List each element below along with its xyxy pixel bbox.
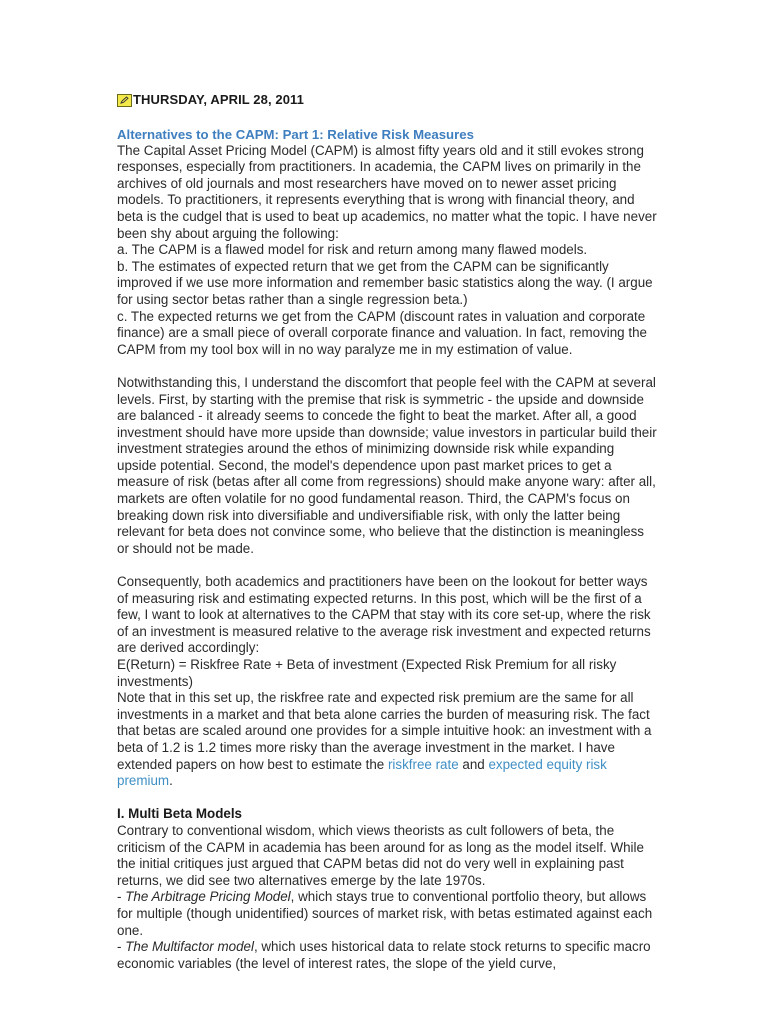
paragraph-consequently: Consequently, both academics and practitioners have been on the lookout for better ways of measuring risk and estimating expected returns. In this post, which will be the first of a few, I want to look at alternatives to the CAPM that stay with its core set-up, where the risk of an investment is measured relative to the average risk investment and expected returns are derived accordingly: [117, 574, 651, 656]
section-heading-multi-beta: I. Multi Beta Models [117, 806, 242, 822]
paragraph-intro: The Capital Asset Pricing Model (CAPM) is almost fifty years old and it still evokes strong responses, especially from practitioners. In academia, the CAPM lives on primarily in the archives of old journals and most researchers have moved on to newer asset pricing models. To practitioners, it represents everything that is wrong with financial theory, and beta is the cudgel that is used to beat up academics, no matter what the topic. I have never been shy about arguing the following: [117, 142, 657, 241]
bullet-multifactor [117, 939, 657, 972]
and-text: and [458, 756, 489, 772]
paragraph-discomfort: Notwithstanding this, I understand the discomfort that people feel with the CAPM at several levels. First, by starting with the premise that risk is symmetric - the upside and downside are balanced - it already seems to concede the fight to beat the market. After all, a good investment should have more upside than downside; value investors in particular build their investment strategies around the ethos of minimizing downside risk while expanding upside potential. Second, the model's dependence upon past market prices to get a measure of risk (betas after all come from regressions) should make anyone wary: after all, markets are often volatile for no good fundamental reason. Third, the CAPM's focus on breaking down risk into diversifiable and undiversifiable risk, with only the latter being relevant for beta does not convince some, who believe that the distinction is meaningless or should not be made. [117, 374, 657, 556]
bullet-apm [117, 889, 657, 939]
formula-line: E(Return) = Riskfree Rate + Beta of investment (Expected Risk Premium for all risky investments) [117, 657, 617, 689]
spacer [117, 790, 657, 807]
blog-post [117, 92, 657, 972]
bullet-dash: - [117, 939, 126, 955]
period-text: . [169, 773, 173, 789]
multifactor-text: , which uses historical data to relate stock returns to specific macro economic variables (the level of interest rates, the slope of the yield curve, [117, 939, 651, 971]
apm-term: The Arbitrage Pricing Model [125, 889, 291, 905]
riskfree-rate-link[interactable]: riskfree rate [387, 756, 459, 772]
post-date: THURSDAY, APRIL 28, 2011 [133, 92, 304, 107]
post-date-row [117, 92, 657, 109]
list-item-b: b. The estimates of expected return that we get from the CAPM can be significantly improved if we use more information and remember basic statistics along the way. (I argue for using sector betas rather than a single regression beta.) [117, 258, 653, 307]
list-item-a: a. The CAPM is a flawed model for risk and return among many flawed models. [117, 242, 588, 258]
paragraph-note [117, 690, 657, 790]
post-title[interactable]: Alternatives to the CAPM: Part 1: Relative Risk Measures [117, 126, 474, 142]
edit-pencil-icon[interactable] [117, 94, 132, 107]
spacer [117, 557, 657, 574]
paragraph-multi-beta: Contrary to conventional wisdom, which views theorists as cult followers of beta, the criticism of the CAPM in academia has been around for as long as the model itself. While the initial critiques just argued that CAPM betas did not do very well in explaining past returns, we did see two alternatives emerge by the late 1970s. [117, 822, 644, 888]
bullet-dash: - [117, 889, 126, 905]
spacer [117, 358, 657, 375]
apm-text: , which stays true to conventional portfolio theory, but allows for multiple (though unidentified) sources of market risk, with betas estimated against each one. [117, 889, 653, 938]
equity-risk-premium-link[interactable]: expected equity risk premium [117, 756, 607, 789]
multifactor-term: The Multifactor model [125, 939, 254, 955]
list-item-c: c. The expected returns we get from the CAPM (discount rates in valuation and corporate finance) are a small piece of overall corporate finance and valuation. In fact, removing the CAPM from my tool box will in no way paralyze me in my estimation of value. [117, 308, 647, 357]
note-text: Note that in this set up, the riskfree rate and expected risk premium are the same for all investments in a market and that beta alone carries the burden of measuring risk. The fact that betas are scaled around one provides for a simple intuitive hook: an investment with a beta of 1.2 is 1.2 times more risky than the average investment in the market. I have extended papers on how best to estimate the [117, 690, 652, 772]
